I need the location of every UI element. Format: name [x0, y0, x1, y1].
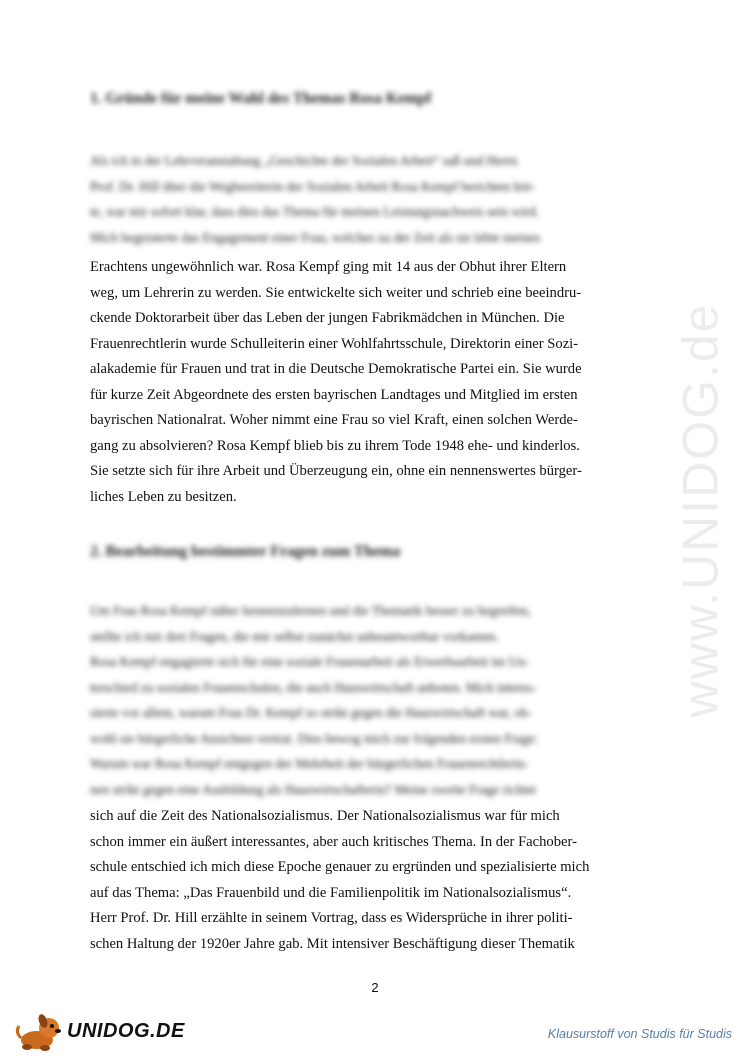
section1-heading: 1. Gründe für meine Wahl des Themas Rosa Kempf	[90, 90, 432, 107]
text-line: Rosa Kempf engagierte sich für eine soziale Frauenarbeit als Erwerbsarbeit im Un-	[90, 654, 530, 669]
watermark-text: www.UNIDOG.de	[672, 302, 728, 718]
text-line: Sie setzte sich für ihre Arbeit und Überzeugung ein, ohne ein nennenswertes bürger-	[90, 463, 582, 479]
text-line: Erachtens ungewöhnlich war. Rosa Kempf ging mit 14 aus der Obhut ihrer Eltern	[90, 259, 567, 275]
text-line: Um Frau Rosa Kempf näher kennenzulernen und die Thematik besser zu begreifen,	[90, 603, 531, 618]
text-line: schon immer ein äußert interessantes, aber auch kritisches Thema. In der Fachober-	[90, 833, 577, 850]
section2-paragraph	[90, 804, 620, 957]
text-line: Mich begeisterte das Engagement einer Frau, welches zu der Zeit als sie lebte meines	[90, 229, 541, 245]
logo-text: UNIDOG.DE	[67, 1020, 185, 1042]
text-line: alakademie für Frauen und trat in die Deutsche Demokratische Partei ein. Sie wurde	[90, 361, 582, 377]
text-line: gang zu absolvieren? Rosa Kempf blieb bis zu ihrem Tode 1948 ehe- und kinderlos.	[90, 437, 580, 454]
text-line: Frauenrechtlerin wurde Schulleiterin einer Wohlfahrtsschule, Direktorin einer Sozi-	[90, 335, 579, 352]
text-line: sierte vor allem, warum Frau Dr. Kempf so strikt gegen die Hauswirtschaft war, ob-	[90, 705, 532, 720]
watermark	[660, 275, 740, 745]
text-line: Als ich in der Lehrveranstaltung „Geschichte der Sozialen Arbeit“ saß und Herrn	[90, 153, 518, 168]
dog-icon	[15, 1012, 65, 1052]
page-number: 2	[371, 980, 379, 995]
text-line: ckende Doktorarbeit über das Leben der jungen Fabrikmädchen in München. Die	[90, 310, 565, 326]
text-line: schen Haltung der 1920er Jahre gab. Mit intensiver Beschäftigung dieser Thematik	[90, 935, 575, 952]
footer-tagline: Klausurstoff von Studis für Studis	[547, 1027, 732, 1041]
footer-logo	[15, 1012, 215, 1052]
text-line: stellte ich mir drei Fragen, die mir selbst zunächst unbeantwortbar vorkamen.	[90, 628, 499, 644]
text-line: te, war mir sofort klar, dass dies das Thema für meinen Leistungsnachweis sein wird.	[90, 204, 539, 219]
text-line: Herr Prof. Dr. Hill erzählte in seinem Vortrag, dass es Widersprüche in ihrer politi-	[90, 910, 573, 926]
text-line: sich auf die Zeit des Nationalsozialismus. Der Nationalsozialismus war für mich	[90, 808, 560, 824]
text-line: wohl sie bürgerliche Ansichten vertrat. Dies bewog mich zur folgenden ersten Frage:	[90, 730, 538, 746]
text-line: Prof. Dr. Hill über die Wegbereiterin der Sozialen Arbeit Rosa Kempf berichten hör-	[90, 178, 536, 194]
text-line: Warum war Rosa Kempf entgegen der Mehrheit der bürgerlichen Frauenrechtlerin-	[90, 756, 529, 771]
text-line: weg, um Lehrerin zu werden. Sie entwickelte sich weiter und schrieb eine beeindru-	[90, 284, 582, 301]
section2-blurred-paragraph	[90, 598, 620, 802]
text-line: terschied zu sozialen Frauenschulen, die auch Hauswirtschaft anboten. Mich interes-	[90, 679, 537, 695]
text-line: auf das Thema: „Das Frauenbild und die Familienpolitik im Nationalsozialismus“.	[90, 884, 572, 901]
section2-heading: 2. Bearbeitung bestimmter Fragen zum Thema	[90, 543, 401, 560]
text-line: liches Leben zu besitzen.	[90, 488, 237, 505]
section1-blurred-paragraph	[90, 148, 620, 250]
text-line: bayrischen Nationalrat. Woher nimmt eine Frau so viel Kraft, einen solchen Werde-	[90, 412, 578, 428]
text-line: schule entschied ich mich diese Epoche genauer zu ergründen und spezialisierte mich	[90, 859, 590, 875]
text-line: nen strikt gegen eine Ausbildung als Hauswirtschafterin? Meine zweite Frage richtet	[90, 781, 537, 797]
text-line: für kurze Zeit Abgeordnete des ersten bayrischen Landtages und Mitglied im ersten	[90, 386, 578, 403]
section1-paragraph	[90, 255, 620, 510]
